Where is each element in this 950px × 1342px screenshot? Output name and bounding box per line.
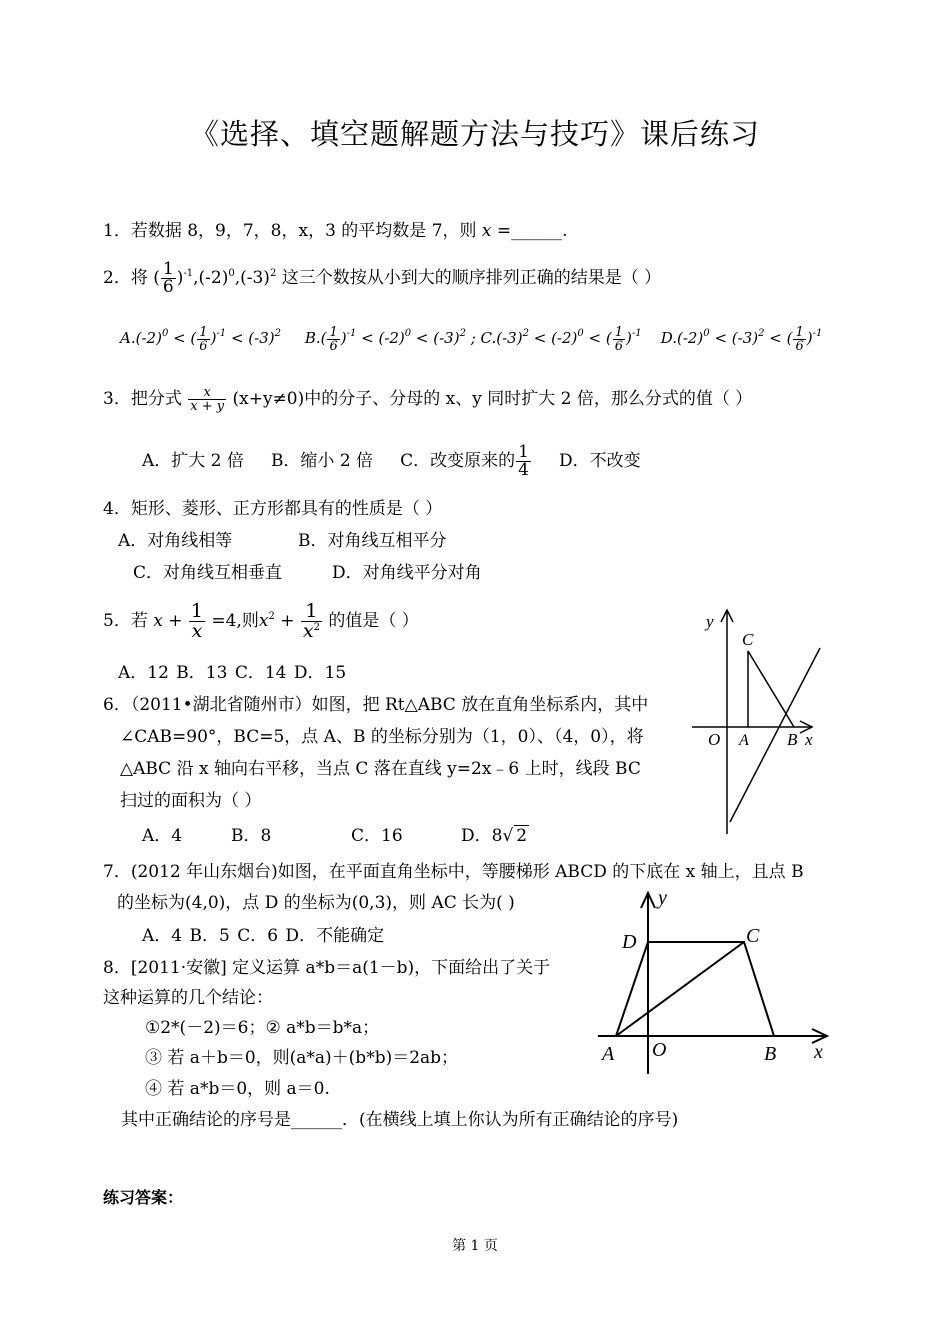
option-c-label: C. [480,329,497,347]
question-7-line-1: 7．(2012 年山东烟台)如图，在平面直角坐标中，等腰梯形 ABCD 的下底在 x 轴上，且点 B [103,862,804,882]
question-8-line-1: 8．[2011·安徽] 定义运算 a*b＝a(1－b)，下面给出了关于 [103,958,551,978]
question-1-blank: =______. [491,221,568,241]
o-label: O [708,730,721,749]
segment-bc [748,651,794,727]
option-b-label: B. [304,329,321,347]
question-7-figure [596,878,836,1078]
question-6-figure [690,606,830,838]
o-label: O [652,1039,667,1061]
question-5-options: A．12 B．13 C．14 D．15 [118,663,347,683]
question-4-option-d: D．对角线平分对角 [332,563,482,583]
option-c: C．改变原来的 [400,451,516,471]
question-8-item-1: ①2*(－2)＝6；② a*b＝b*a； [145,1018,380,1038]
x-label: x [814,1041,823,1063]
c-label: C [746,925,760,947]
question-5-expr-2: $x^2$ + $\frac{1}{x^2}$ [258,600,320,642]
question-6-option-c: C．16 [351,826,403,846]
a-label: A [602,1043,615,1065]
question-2 [103,258,661,298]
c-label: C [742,630,754,649]
question-7-line-2: 的坐标为(4,0)，点 D 的坐标为(0,3)，则 AC 长为( ) [117,893,515,913]
question-4-option-a: A．对角线相等 [118,531,233,551]
question-4-option-b: B．对角线互相平分 [298,531,447,551]
question-5-expr-1: x + $\frac{1}{x}$ =4, [153,600,242,642]
option-c-fraction [516,444,531,479]
option-a-label: A. [120,329,136,347]
option-a: A．扩大 2 倍 [142,451,244,471]
b-label: B [787,730,798,749]
b-label: B [764,1043,777,1065]
question-1 [103,220,568,242]
question-3-prefix: 3．把分式 [103,389,182,409]
option-c-denominator: 4 [518,460,529,480]
question-5-mid: 则 [241,611,259,631]
question-6-option-b: B．8 [231,826,272,846]
a-label: A [739,732,749,749]
option-d-radicand: 2 [516,826,528,846]
question-5-suffix: 的值是（ ） [328,611,419,631]
question-4-option-c: C．对角线互相垂直 [133,563,283,583]
question-7-options: A．4 B．5 C．6 D．不能确定 [142,926,385,946]
question-6-line-2: ∠CAB=90°，BC=5，点 A、B 的坐标分别为（1，0）、（4，0），将 [120,727,644,747]
question-3-fraction [188,386,226,413]
option-b: B．缩小 2 倍 [270,451,374,471]
question-1-text: 1．若数据 8，9，7，8，x，3 的平均数是 7，则 [103,221,477,241]
trapezoid-abcd [616,942,774,1036]
d-label: D [622,931,637,953]
option-d-value: D．8 [461,826,503,846]
answers-heading: 练习答案： [103,1188,184,1207]
question-8-item-3: ④ 若 a*b＝0，则 a＝0. [145,1079,330,1099]
question-3 [103,378,752,420]
question-2-suffix: 这三个数按从小到大的顺序排列正确的结果是（ ） [281,268,662,288]
y-label: y [706,612,714,631]
question-6-line-4: 扫过的面积为（ ） [120,791,262,811]
segment-ac [616,942,744,1036]
question-3-options [142,440,641,482]
page-title: 《选择、填空题解题方法与技巧》课后练习 [189,117,760,151]
x-label: x [805,730,813,749]
question-8-item-2: ③ 若 a＋b＝0，则(a*a)＋(b*b)＝2ab； [145,1048,459,1068]
question-2-options: $A.(-2)^0$ < ( $\frac{1}{6}$ )$^{-1} < (-3)^2$ B.( $\frac{1}{6}$ )$^{-1} < (-2)^0 < (-3)^2$ ; $C.(-3)^2 < (-2)^0$ < ( $\frac{1}{6}$ )$^{-1}$ $D.(-2)^0 < (-3)^2$ < ( $\frac{1}{6}$ )$^{-1}$ [120,324,823,354]
page-number: 第 1 页 [452,1238,498,1254]
question-5 [103,598,419,644]
question-1-var: x [481,221,492,241]
question-6-line-3: △ABC 沿 x 轴向右平移，当点 C 落在直线 y=2x﹣6 上时，线段 BC [120,759,641,779]
option-d-label: D. [660,329,677,347]
question-4: 4．矩形、菱形、正方形都具有的性质是（ ） [103,499,443,519]
question-8-conclusion: 其中正确结论的序号是______．(在横线上填上你认为所有正确结论的序号) [121,1110,679,1130]
question-2-expr: ( $\frac{1}{6}$ )$^{-1},(-2)^0,(-3)^2$ [153,259,277,297]
question-6-option-a: A．4 [142,826,183,846]
question-6-option-d: D．8√ 2 [461,826,528,846]
fraction-denominator: x + y [190,399,225,414]
question-3-suffix: (x+y≠0)中的分子、分母的 x、y 同时扩大 2 倍，那么分式的值（ ） [232,389,753,409]
option-d: D．不改变 [558,451,641,471]
question-8-line-2: 这种运算的几个结论： [103,988,273,1008]
question-2-prefix: 2．将 [103,268,148,288]
question-5-prefix: 5．若 [103,611,148,631]
question-6-line-1: 6．（2011•湖北省随州市）如图，把 Rt△ABC 放在直角坐标系内，其中 [103,695,649,715]
fraction-numerator: x [188,386,226,400]
y-label: y [658,887,667,909]
option-c-numerator: 1 [518,442,529,462]
